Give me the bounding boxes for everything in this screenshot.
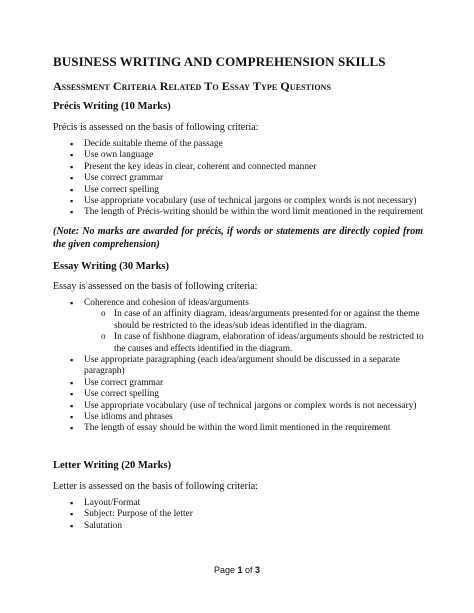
- precis-intro: Précis is assessed on the basis of following criteria:: [53, 122, 259, 133]
- list-item: ▪ Use appropriate vocabulary (use of technical jargons or complex words is not necessary): [70, 401, 430, 412]
- precis-note: (Note: No marks are awarded for précis, if words or statements are directly copied from the given comprehension): [53, 226, 423, 250]
- list-item: ▪ Use appropriate vocabulary (use of technical jargons or complex words is not necessary): [70, 196, 430, 207]
- page-footer: [0, 565, 474, 575]
- document-subtitle: Assessment Criteria Related To Essay Type Questions: [53, 79, 332, 93]
- list-item: ▪ Use own language: [70, 150, 430, 161]
- coherence-label: Coherence and cohesion of ideas/arguments: [84, 298, 249, 308]
- document-title: BUSINESS WRITING AND COMPREHENSION SKILLS: [53, 54, 386, 69]
- page-total: 3: [255, 565, 261, 575]
- of-label: of: [245, 565, 253, 575]
- list-item: ▪ The length of Précis-writing should be within the word limit mentioned in the requirement: [70, 207, 430, 218]
- sub-list-item: o In case of fishbone diagram, elaboration of ideas/arguments should be restricted to the causes and effects identified in the diagram.: [84, 332, 430, 355]
- list-item: ▪ Salutation: [70, 521, 430, 532]
- list-item: ▪ Use correct grammar: [70, 378, 430, 389]
- precis-heading: Précis Writing (10 Marks): [53, 101, 171, 112]
- sub-list-item: o In case of an affinity diagram, ideas/arguments presented for or against the theme should be restricted to the ideas/sub ideas identified in the diagram.: [84, 309, 430, 332]
- essay-heading: Essay Writing (30 Marks): [53, 261, 169, 272]
- list-item: ▪ Use appropriate paragraphing (each idea/argument should be discussed in a separate paragraph): [70, 355, 430, 378]
- list-item: ▪ Present the key ideas in clear, coherent and connected manner: [70, 162, 430, 173]
- list-item: ▪ Subject: Purpose of the letter: [70, 509, 430, 520]
- precis-criteria-list: [70, 139, 430, 219]
- list-item: ▪ The length of essay should be within the word limit mentioned in the requirement: [70, 423, 430, 434]
- list-item: ▪ Use correct spelling: [70, 389, 430, 400]
- list-item: ▪ Decide suitable theme of the passage: [70, 139, 430, 150]
- page-current: 1: [237, 565, 243, 575]
- letter-criteria-list: [70, 498, 430, 532]
- list-item: ▪ Use correct grammar: [70, 173, 430, 184]
- essay-criteria-list: [70, 298, 430, 435]
- list-item: ▪ Use correct spelling: [70, 185, 430, 196]
- list-item: [70, 298, 430, 355]
- page-label: Page: [213, 565, 235, 575]
- essay-intro: Essay is assessed on the basis of following criteria:: [53, 281, 258, 292]
- letter-intro: Letter is assessed on the basis of following criteria:: [53, 481, 258, 492]
- letter-heading: Letter Writing (20 Marks): [53, 460, 172, 471]
- list-item: ▪ Use idioms and phrases: [70, 412, 430, 423]
- coherence-sublist: [84, 309, 430, 355]
- list-item: ▪ Layout/Format: [70, 498, 430, 509]
